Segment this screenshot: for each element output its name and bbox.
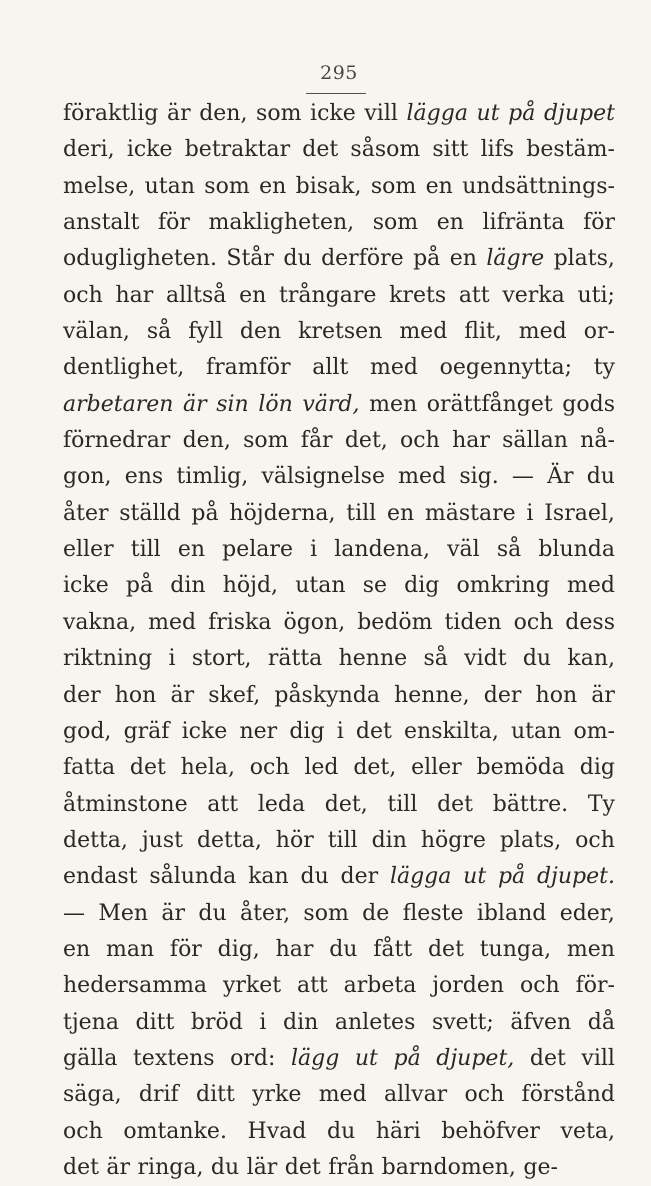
word: bedöm xyxy=(357,609,433,635)
word: den, xyxy=(199,101,248,126)
word: med xyxy=(566,573,615,599)
word: nå- xyxy=(580,428,615,454)
word: till xyxy=(130,537,161,563)
word: icke xyxy=(181,718,228,744)
text-line xyxy=(63,423,615,459)
word: med xyxy=(369,355,418,381)
word: för xyxy=(583,210,615,236)
word: vakna, xyxy=(63,609,137,635)
word: tjena xyxy=(63,1009,119,1035)
word: dig xyxy=(289,718,325,744)
word: omtanke. xyxy=(123,1118,227,1144)
word: höjderna, xyxy=(229,500,336,526)
word: som xyxy=(204,173,250,199)
word: ibland xyxy=(476,900,547,926)
word: i xyxy=(336,718,344,744)
word: stort, xyxy=(191,646,252,672)
word: betraktar xyxy=(184,137,291,163)
word: som xyxy=(256,101,302,126)
word: yrke xyxy=(252,1082,302,1108)
word: anstalt xyxy=(63,210,140,236)
word: ge- xyxy=(523,1154,558,1180)
text-line xyxy=(63,278,615,314)
word: odugligheten. xyxy=(63,246,217,272)
word: Israel, xyxy=(544,500,615,526)
word: det, xyxy=(344,428,388,454)
word: yrket xyxy=(222,973,282,999)
word: åter xyxy=(63,500,109,526)
word: vidt xyxy=(464,646,507,672)
word: eller xyxy=(411,755,462,781)
word: — xyxy=(63,900,85,926)
word: blunda xyxy=(538,537,615,563)
word: med xyxy=(518,319,567,345)
word: alltså xyxy=(165,282,227,308)
word: med xyxy=(399,319,448,345)
word: i xyxy=(310,537,318,563)
word: från xyxy=(328,1154,375,1180)
word: de xyxy=(362,900,390,926)
word: så xyxy=(496,537,522,563)
word: med xyxy=(318,1082,367,1108)
word: textens xyxy=(132,1045,215,1071)
word: orättfånget xyxy=(426,391,553,417)
word: omkring xyxy=(456,573,550,599)
word: eder, xyxy=(559,900,615,926)
word: och xyxy=(513,609,554,635)
word: sålunda xyxy=(149,864,237,890)
word: det xyxy=(63,1154,99,1180)
word: der xyxy=(63,682,101,708)
word: är xyxy=(161,900,186,926)
word: vill xyxy=(364,101,398,126)
word: lifs xyxy=(480,137,515,163)
word: just xyxy=(141,827,183,853)
word: uti; xyxy=(577,282,615,308)
word: är xyxy=(170,682,195,708)
word: och xyxy=(400,428,440,454)
word: bisak, xyxy=(295,173,362,199)
word: som xyxy=(303,900,349,926)
word: lär xyxy=(246,1154,278,1180)
word: och xyxy=(575,827,615,853)
word: det xyxy=(284,1154,321,1180)
word: deri, xyxy=(63,137,115,163)
word: som xyxy=(370,173,417,199)
word: fyll xyxy=(188,319,223,345)
word: äfven xyxy=(510,1009,572,1035)
text-line xyxy=(63,678,615,714)
word: man xyxy=(105,936,155,962)
word: verka xyxy=(502,282,565,308)
text-line xyxy=(63,241,615,277)
word: der xyxy=(483,682,522,708)
word: så xyxy=(146,319,172,345)
word: hela, xyxy=(180,755,235,781)
word: och xyxy=(464,1082,505,1108)
word: som xyxy=(372,210,419,236)
word: lön xyxy=(258,391,293,417)
word: rätta xyxy=(267,646,323,672)
word: gälla xyxy=(63,1045,118,1071)
word: melse, xyxy=(63,173,136,199)
word: arbetaren xyxy=(63,391,174,417)
word: dentlighet, xyxy=(63,355,185,381)
text-line xyxy=(63,205,615,241)
word: är xyxy=(166,101,191,126)
word: hör xyxy=(275,827,314,853)
word: med xyxy=(398,464,447,490)
word: väl xyxy=(447,537,480,563)
word: ditt xyxy=(135,1009,175,1035)
word: har xyxy=(275,936,314,962)
text-line xyxy=(63,350,615,386)
word: och xyxy=(249,755,290,781)
word: flit, xyxy=(464,319,502,345)
word: Är xyxy=(547,464,574,490)
word: ögon, xyxy=(283,609,346,635)
word: allvar xyxy=(383,1082,448,1108)
word: om- xyxy=(573,718,615,744)
text-line xyxy=(63,1114,615,1150)
word: plats, xyxy=(499,827,562,853)
word: lägre xyxy=(486,246,545,272)
word: är xyxy=(591,682,615,708)
word: Hvad xyxy=(247,1118,307,1144)
word: ut xyxy=(354,1045,378,1071)
word: din xyxy=(283,1009,319,1035)
page-number-rule xyxy=(306,93,366,94)
word: der xyxy=(340,864,379,890)
word: eller xyxy=(63,537,114,563)
word: detta, xyxy=(63,827,128,853)
text-line xyxy=(63,96,615,132)
word: sitt xyxy=(432,137,469,163)
word: får xyxy=(300,428,333,454)
word: en xyxy=(436,210,464,236)
word: det xyxy=(437,791,474,817)
word: Står xyxy=(226,246,274,272)
word: att xyxy=(458,282,490,308)
word: plats, xyxy=(553,246,615,272)
text-line xyxy=(63,896,615,932)
word: högre xyxy=(420,827,486,853)
word: Men xyxy=(98,900,149,926)
text-line xyxy=(63,787,615,823)
word: — xyxy=(511,464,534,490)
body-text xyxy=(63,96,615,1186)
text-line xyxy=(63,132,615,168)
word: dig, xyxy=(217,936,260,962)
text-line xyxy=(63,968,615,1004)
text-line xyxy=(63,169,615,205)
word: till xyxy=(346,500,377,526)
word: häri xyxy=(375,1118,421,1144)
word: gräf xyxy=(123,718,170,744)
word: enskilta, xyxy=(404,718,499,744)
word: behöfver xyxy=(441,1118,540,1144)
word: timlig, xyxy=(176,464,249,490)
word: då xyxy=(587,1009,615,1035)
word: förstånd xyxy=(521,1082,615,1108)
word: icke xyxy=(310,101,356,126)
word: vill xyxy=(581,1045,615,1071)
word: framför xyxy=(206,355,291,381)
word: dig xyxy=(579,755,615,781)
word: ut xyxy=(476,101,500,126)
word: en xyxy=(239,282,267,308)
word: det xyxy=(129,755,166,781)
word: landena, xyxy=(334,537,430,563)
word: och xyxy=(63,1118,103,1144)
word: på xyxy=(497,864,526,890)
word: den xyxy=(239,319,282,345)
word: pelare xyxy=(222,537,293,563)
text-line xyxy=(63,859,615,895)
text-line xyxy=(63,1041,615,1077)
word: djupet. xyxy=(536,864,615,890)
word: det, xyxy=(353,755,397,781)
word: föraktlig xyxy=(63,101,159,126)
word: lägga xyxy=(389,864,452,890)
word: på xyxy=(413,246,441,272)
word: för- xyxy=(575,973,615,999)
word: arbeta xyxy=(343,973,417,999)
word: lifränta xyxy=(482,210,565,236)
word: är xyxy=(106,1154,131,1180)
word: du xyxy=(198,900,227,926)
word: kan xyxy=(248,864,289,890)
word: med xyxy=(148,609,197,635)
text-line xyxy=(63,605,615,641)
word: utan xyxy=(144,173,195,199)
word: krets xyxy=(389,282,447,308)
word: dess xyxy=(565,609,615,635)
word: icke xyxy=(63,573,109,599)
word: bemöda xyxy=(476,755,565,781)
word: bättre. xyxy=(492,791,569,817)
text-line xyxy=(63,459,615,495)
word: ens xyxy=(124,464,164,490)
word: du xyxy=(329,936,358,962)
word: det xyxy=(427,936,464,962)
word: en xyxy=(425,173,453,199)
word: till xyxy=(387,791,418,817)
word: du xyxy=(283,246,312,272)
word: du xyxy=(586,464,615,490)
word: en xyxy=(177,537,206,563)
word: hedersamma xyxy=(63,973,208,999)
word: undsättnings- xyxy=(462,173,615,199)
text-line xyxy=(63,932,615,968)
word: det xyxy=(355,718,392,744)
word: drif xyxy=(138,1082,179,1108)
word: att xyxy=(296,973,328,999)
word: har xyxy=(115,282,154,308)
text-line xyxy=(63,1077,615,1113)
word: tunga, xyxy=(479,936,552,962)
word: gods xyxy=(562,391,615,417)
word: djupet, xyxy=(436,1045,515,1071)
text-line xyxy=(63,641,615,677)
word: välsignelse xyxy=(261,464,385,490)
word: ställd xyxy=(119,500,181,526)
word: en xyxy=(259,173,287,199)
word: har xyxy=(452,428,490,454)
word: anletes xyxy=(334,1009,416,1035)
word: du xyxy=(326,1118,356,1144)
word: i xyxy=(259,1009,267,1035)
word: du xyxy=(300,864,329,890)
word: or- xyxy=(583,319,615,345)
page-number: 295 xyxy=(320,62,358,84)
word: en xyxy=(63,936,91,962)
word: men xyxy=(369,391,418,417)
word: endast xyxy=(63,864,138,890)
word: riktning xyxy=(63,646,153,672)
word: ringa, xyxy=(137,1154,204,1180)
word: skef, xyxy=(208,682,261,708)
word: påskynda xyxy=(274,682,380,708)
word: är xyxy=(183,391,207,417)
word: mästare xyxy=(424,500,516,526)
word: ut xyxy=(463,864,487,890)
word: jorden xyxy=(432,973,505,999)
word: lägga xyxy=(406,101,468,126)
word: fått xyxy=(373,936,413,962)
word: du xyxy=(522,646,552,672)
word: det, xyxy=(324,791,368,817)
word: du xyxy=(210,1154,240,1180)
word: din xyxy=(371,827,407,853)
word: Ty xyxy=(587,791,615,817)
word: lägg xyxy=(290,1045,340,1071)
word: utan xyxy=(511,718,562,744)
word: dig xyxy=(404,573,440,599)
word: detta, xyxy=(196,827,262,853)
word: fleste xyxy=(402,900,464,926)
word: bröd xyxy=(190,1009,243,1035)
word: som xyxy=(243,428,289,454)
word: derföre xyxy=(321,246,404,272)
text-line xyxy=(63,568,615,604)
word: såsom xyxy=(350,137,421,163)
word: till xyxy=(327,827,358,853)
word: veta, xyxy=(560,1118,615,1144)
word: höjd, xyxy=(222,573,279,599)
word: henne xyxy=(338,646,408,672)
text-line xyxy=(63,823,615,859)
word: djupet xyxy=(543,101,615,126)
word: i xyxy=(526,500,534,526)
word: ner xyxy=(239,718,278,744)
word: välan, xyxy=(63,319,130,345)
word: barndomen, xyxy=(381,1154,516,1180)
word: se xyxy=(362,573,387,599)
word: det xyxy=(529,1045,566,1071)
word: säga, xyxy=(63,1082,122,1108)
word: leda xyxy=(257,791,306,817)
word: på xyxy=(125,573,154,599)
word: kan, xyxy=(567,646,615,672)
word: bestäm- xyxy=(526,137,615,163)
word: värd, xyxy=(302,391,360,417)
word: en xyxy=(449,246,477,272)
word: på xyxy=(191,500,219,526)
word: ditt xyxy=(195,1082,235,1108)
word: och xyxy=(519,973,560,999)
word: led xyxy=(304,755,339,781)
word: sin xyxy=(216,391,249,417)
word: din xyxy=(170,573,206,599)
word: utan xyxy=(295,573,346,599)
word: på xyxy=(393,1045,421,1071)
word: trångare xyxy=(279,282,377,308)
word: en xyxy=(386,500,415,526)
text-line xyxy=(63,1150,615,1186)
word: icke xyxy=(126,137,173,163)
word: allt xyxy=(312,355,349,381)
word: så xyxy=(423,646,448,672)
text-line xyxy=(63,387,615,423)
word: i xyxy=(168,646,176,672)
word: ord: xyxy=(230,1045,276,1071)
text-line xyxy=(63,314,615,350)
word: tiden xyxy=(444,609,502,635)
word: åter, xyxy=(240,900,291,926)
word: kretsen xyxy=(298,319,383,345)
word: gon, xyxy=(63,464,112,490)
text-line xyxy=(63,1005,615,1041)
word: den, xyxy=(182,428,231,454)
text-line xyxy=(63,532,615,568)
text-line xyxy=(63,496,615,532)
word: sällan xyxy=(502,428,568,454)
word: oegennytta; xyxy=(439,355,572,381)
word: svett; xyxy=(431,1009,494,1035)
word: hon xyxy=(114,682,157,708)
word: för xyxy=(158,210,190,236)
word: och xyxy=(63,282,103,308)
word: för xyxy=(169,936,202,962)
word: förnedrar xyxy=(63,428,171,454)
word: fatta xyxy=(63,755,116,781)
word: ty xyxy=(593,355,615,381)
word: det xyxy=(302,137,339,163)
word: men xyxy=(566,936,615,962)
word: åtminstone xyxy=(63,791,188,817)
word: sig. xyxy=(459,464,499,490)
word: att xyxy=(207,791,239,817)
word: god, xyxy=(63,718,112,744)
word: makligheten, xyxy=(208,210,355,236)
text-line xyxy=(63,714,615,750)
word: hon xyxy=(535,682,578,708)
word: henne, xyxy=(394,682,470,708)
word: friska xyxy=(208,609,272,635)
word: på xyxy=(508,101,536,126)
text-line xyxy=(63,750,615,786)
